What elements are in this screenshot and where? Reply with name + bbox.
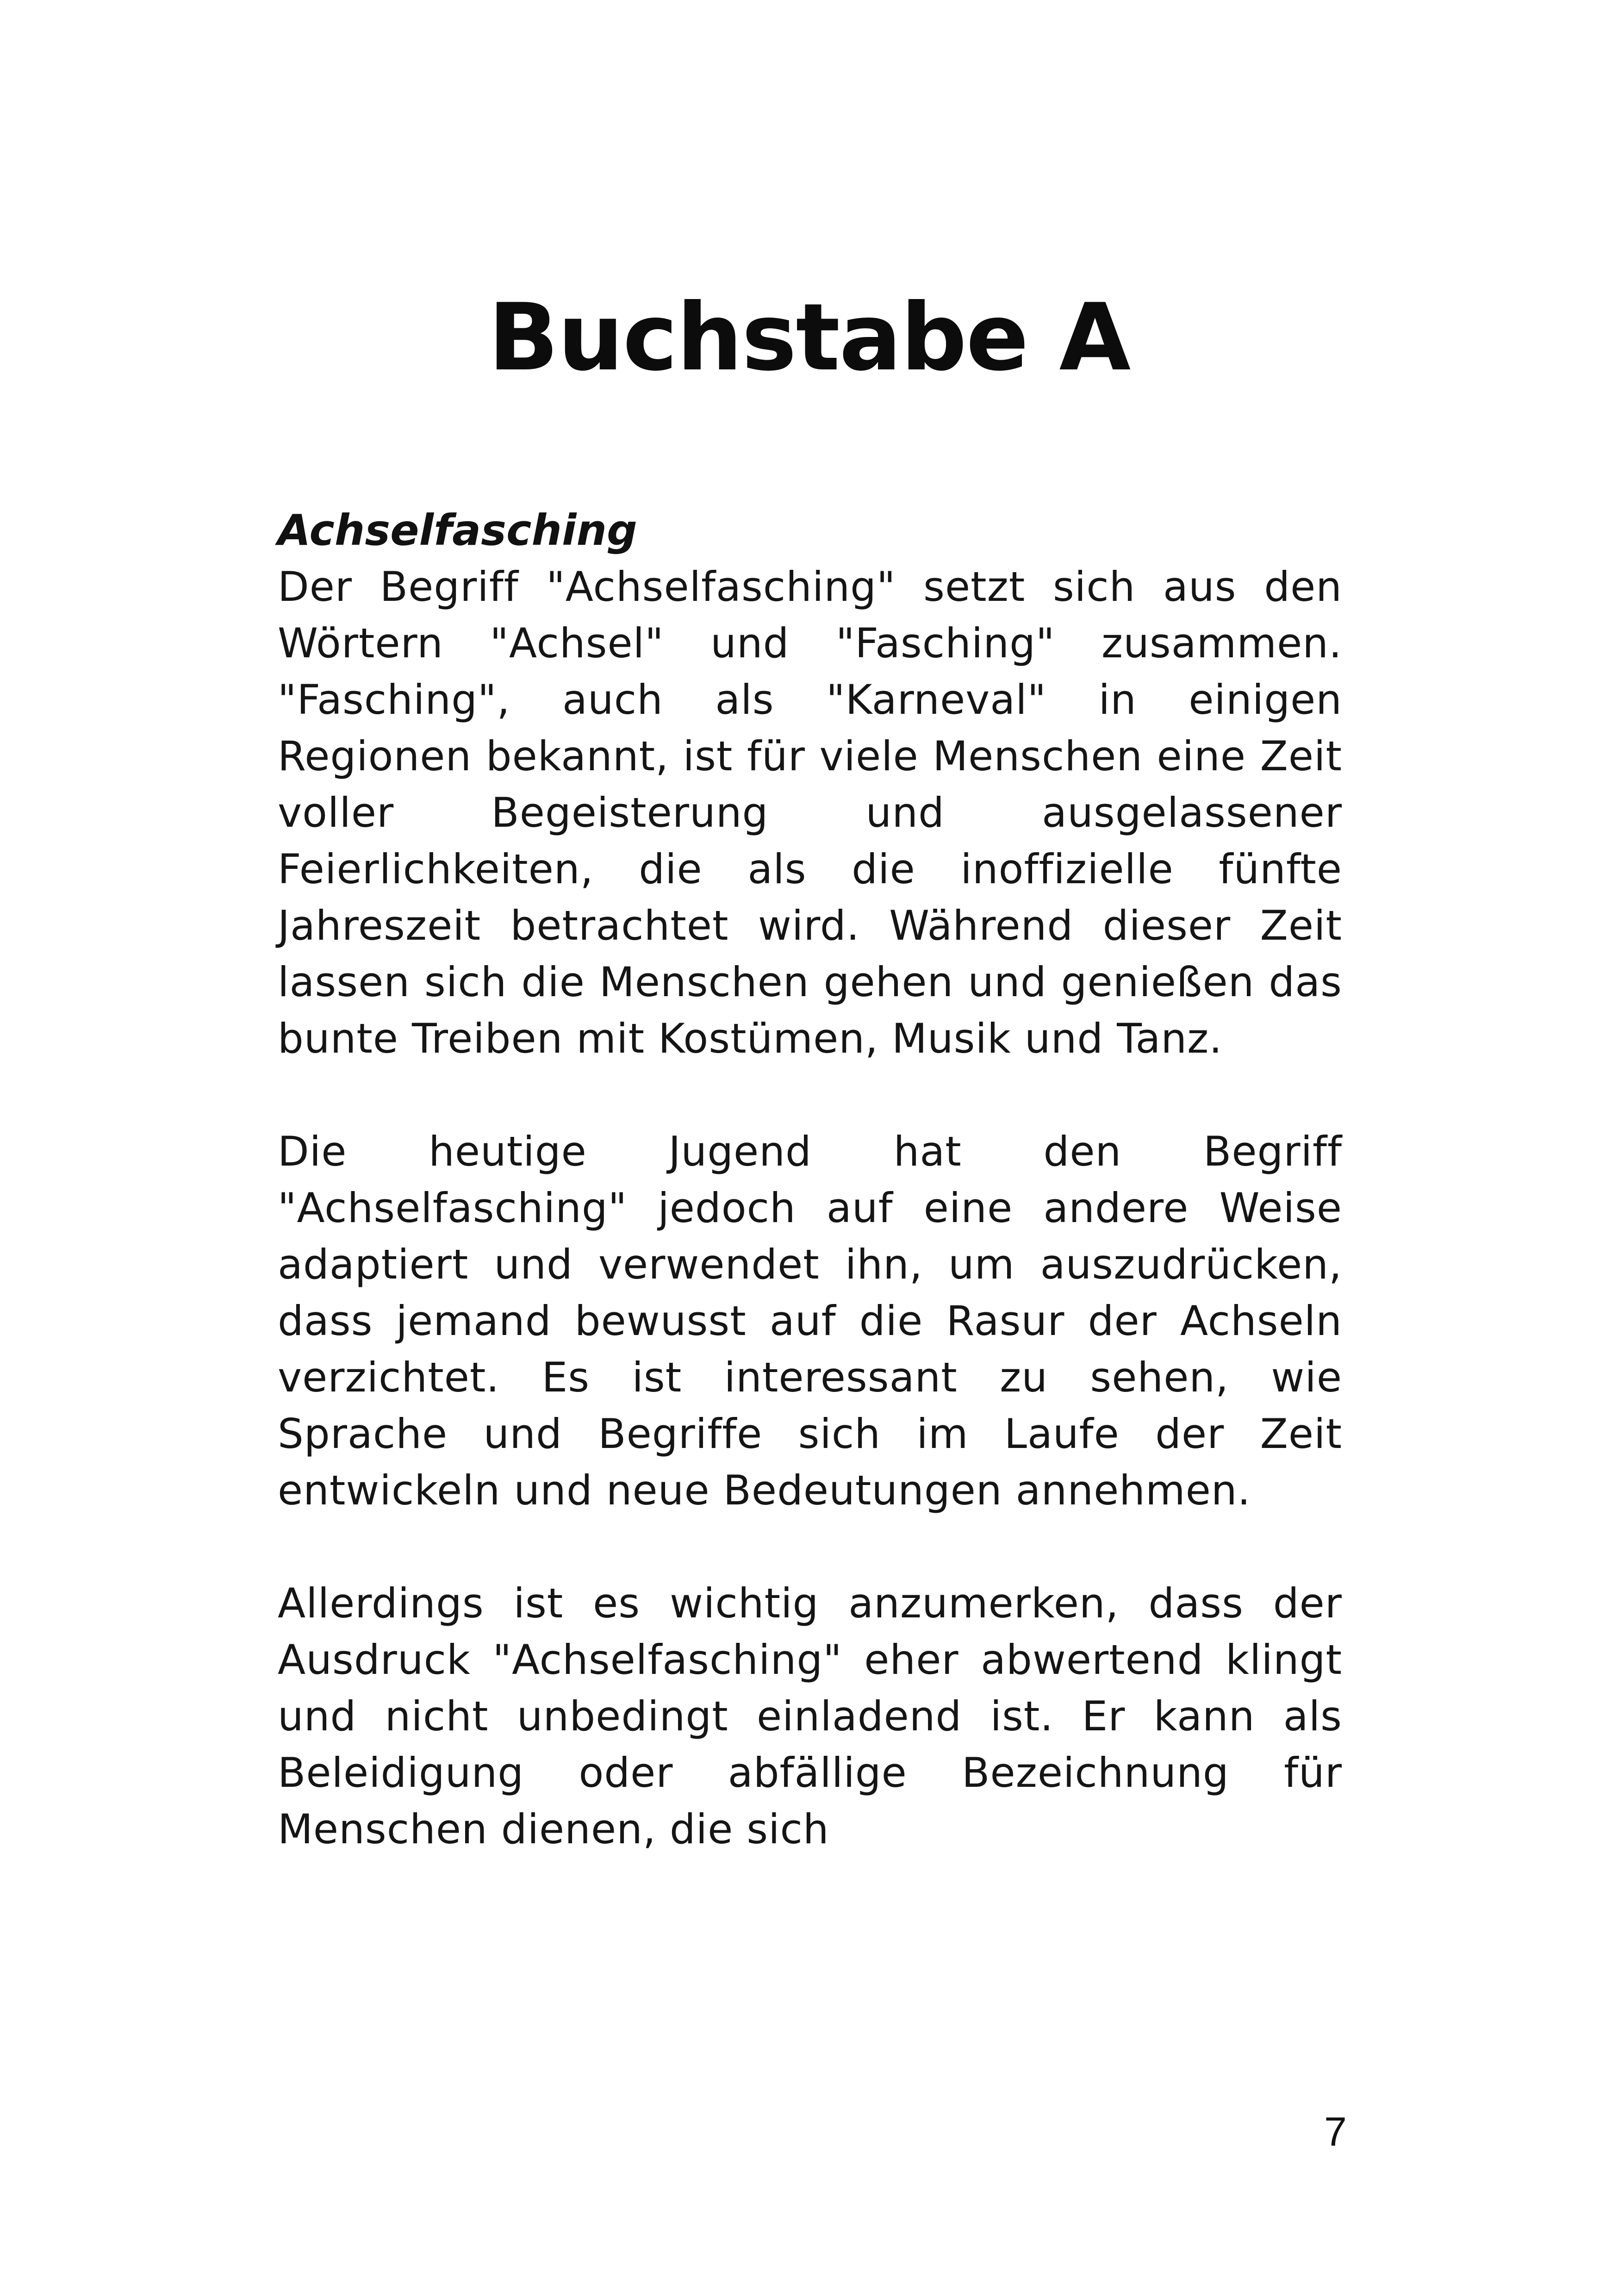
entry-paragraph: Der Begriff "Achselfasching" setzt sich aus den Wörtern "Achsel" und "Fasching" zusammen. "Fasching", auch als "Karneval" in einigen Regionen bekannt, ist für viele Menschen eine Zeit voller Begeisterung und ausgelassener Feierlichkeiten, die als die inoffizielle fünfte Jahreszeit betrachtet wird. Während dieser Zeit lassen sich die Menschen gehen und genießen das bunte Treiben mit Kostümen, Musik und Tanz. xyxy=(278,563,1342,1062)
entry-term: Achselfasching xyxy=(278,505,637,555)
entry-paragraph: Allerdings ist es wichtig anzumerken, dass der Ausdruck "Achselfasching" eher abwertend klingt und nicht unbedingt einladend ist. Er kann als Beleidigung oder abfällige Bezeichnung für Menschen dienen, die sich xyxy=(278,1579,1342,1853)
chapter-title: Buchstabe A xyxy=(488,284,1130,392)
dictionary-entry xyxy=(278,502,1342,1858)
entry-paragraph: Die heutige Jugend hat den Begriff "Achselfasching" jedoch auf eine andere Weise adaptiert und verwendet ihn, um auszudrücken, dass jemand bewusst auf die Rasur der Achseln verzichtet. Es ist interessant zu sehen, wie Sprache und Begriffe sich im Laufe der Zeit entwickeln und neue Bedeutungen annehmen. xyxy=(278,1128,1342,1514)
page-number: 7 xyxy=(1324,2109,1347,2154)
